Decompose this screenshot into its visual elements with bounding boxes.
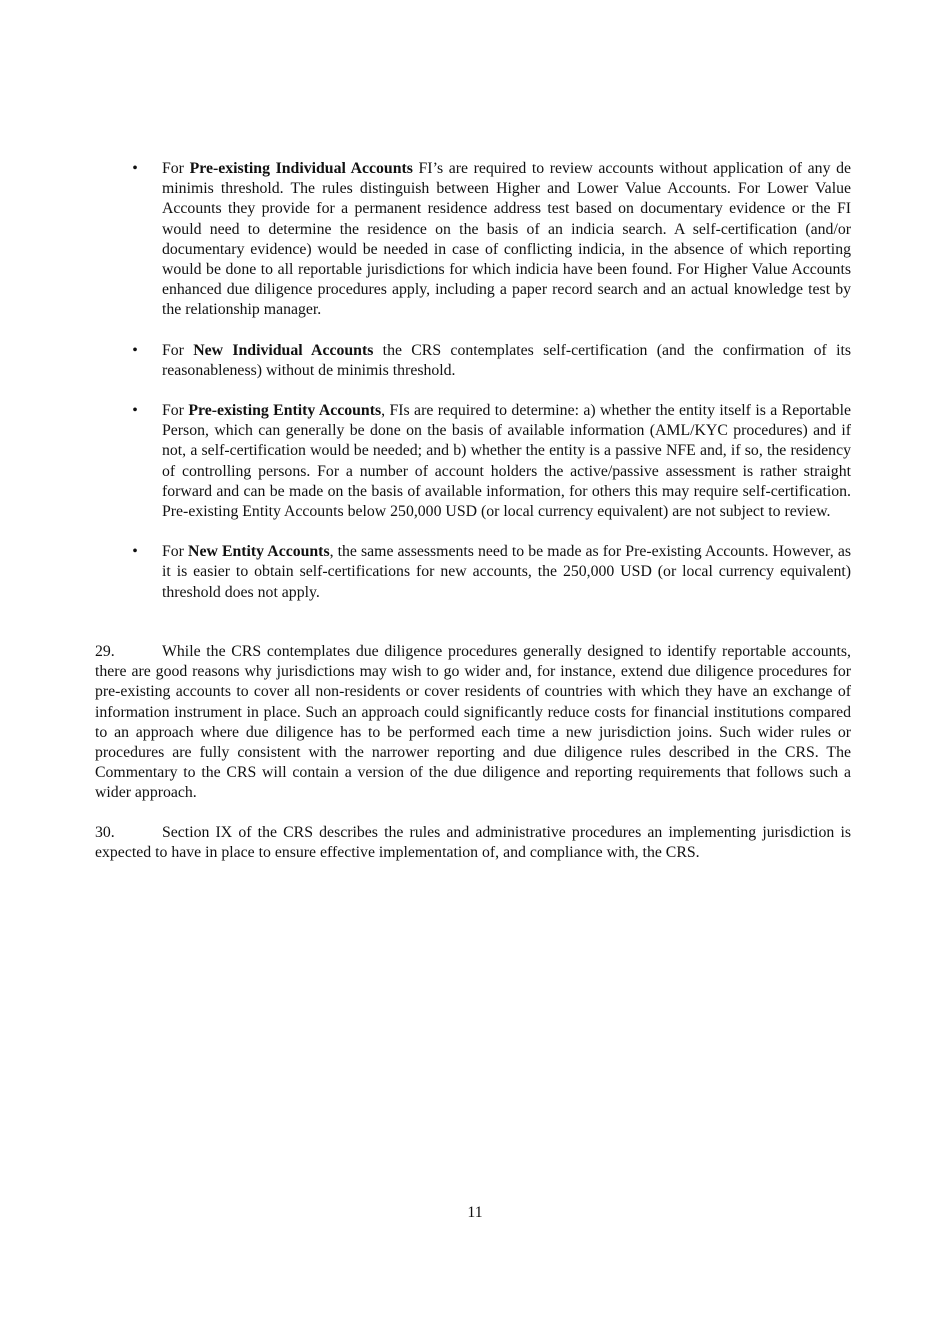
bullet-icon: •	[132, 543, 138, 561]
bullet-lead: For	[162, 160, 190, 177]
bullet-lead: For	[162, 543, 189, 561]
bullet-lead: For	[162, 402, 189, 420]
paragraph-number: 30.	[95, 824, 115, 841]
paragraph-number: 29.	[95, 643, 115, 660]
paragraph-text: Section IX of the CRS describes the rules and administrative procedures an implementing jurisdiction is expected to have in place to ensure effective implementation of, and compliance with, the CRS.	[95, 824, 851, 862]
bullet-item-new-entity	[95, 542, 851, 603]
bullet-icon: •	[132, 341, 138, 359]
bullet-text: , FIs are required to determine: a) whether the entity itself is a Reportable Person, which can generally be done on the basis of available information (AML/KYC procedures) and if not, a self-certification would be needed; and b) whether the entity is a passive NFE and, if so, the residency of controlling persons. For a number of account holders the active/passive assessment is rather straight forward and can be made on the basis of available information, for others this may require self-certification. Pre-existing Entity Accounts below 250,000 USD (or local currency equivalent) are not subject to review.	[162, 402, 851, 521]
bullet-item-preexisting-entity	[95, 401, 851, 522]
bullet-heading: New Entity Accounts	[188, 543, 330, 561]
paragraph-text: While the CRS contemplates due diligence procedures generally designed to identify reportable accounts, there are good reasons why jurisdictions may wish to go wider and, for instance, extend due diligence procedures for pre-existing accounts to cover all non-residents or cover residents of countries with which they have an exchange of information instrument in place. Such an approach could significantly reduce costs for financial institutions compared to an approach where due diligence has to be performed each time a new jurisdiction joins. Such wider rules or procedures are fully consistent with the narrower reporting and due diligence rules described in the CRS. The Commentary to the CRS will contain a version of the due diligence and reporting requirements that follows such a wider approach.	[95, 643, 851, 802]
page-number: 11	[467, 1204, 483, 1221]
paragraph-30	[95, 823, 851, 863]
bullet-item-new-individual	[95, 341, 851, 381]
bullet-lead: For	[162, 341, 194, 359]
bullet-heading: Pre-existing Individual Accounts	[189, 160, 413, 177]
bullet-heading: New Individual Accounts	[193, 341, 374, 359]
paragraph-29	[95, 642, 851, 804]
bullet-list	[95, 159, 851, 623]
bullet-text: the CRS contemplates self-certification (and the confirmation of its reasonableness) without de minimis threshold.	[162, 341, 851, 379]
bullet-item-preexisting-individual	[95, 159, 851, 321]
bullet-text: , the same assessments need to be made as for Pre-existing Accounts. However, as it is easier to obtain self-certifications for new accounts, the 250,000 USD (or local currency equivalent) threshold does not apply.	[162, 543, 851, 601]
bullet-heading: Pre-existing Entity Accounts	[188, 402, 382, 420]
bullet-icon: •	[132, 160, 138, 177]
bullet-text: FI’s are required to review accounts without application of any de minimis threshold. The rules distinguish between Higher and Lower Value Accounts. For Lower Value Accounts they provide for a permanent residence address test based on documentary evidence or the FI would need to determine the residence on the basis of an indicia search. A self-certification (and/or documentary evidence) would be needed in case of conflicting indicia, in the absence of which reporting would be done to all reportable jurisdictions for which indicia have been found. For Higher Value Accounts enhanced due diligence procedures apply, including a paper record search and an actual knowledge test by the relationship manager.	[162, 160, 851, 319]
bullet-icon: •	[132, 402, 138, 420]
